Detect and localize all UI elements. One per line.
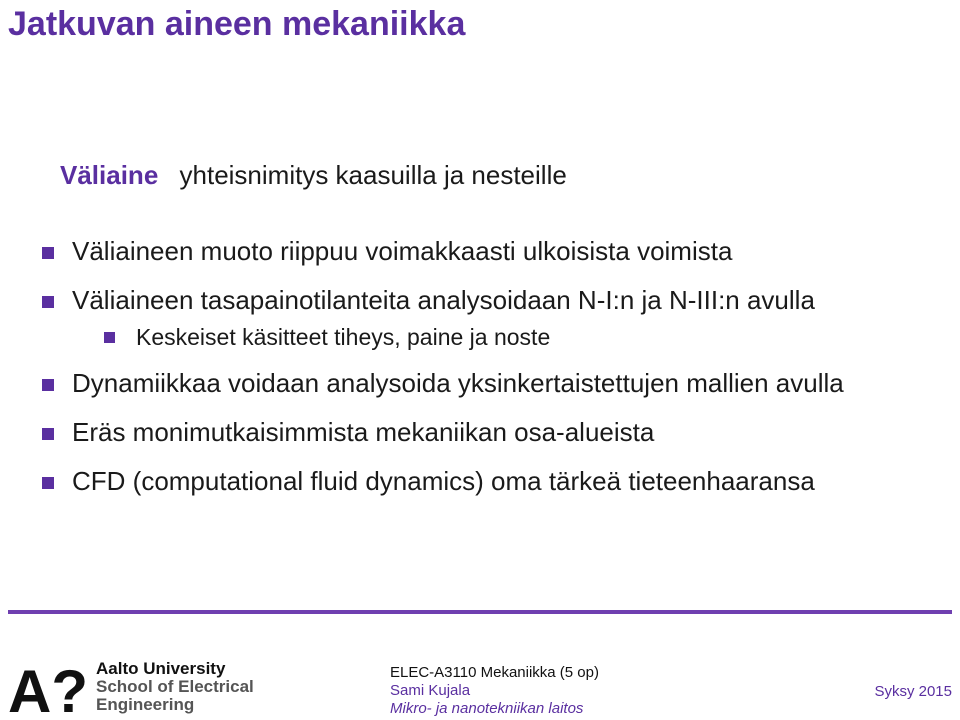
course-info — [390, 664, 599, 718]
bullet-square-icon — [42, 247, 54, 259]
course-title: ELEC-A3110 Mekaniikka (5 op) — [390, 664, 599, 681]
university-name — [96, 660, 254, 714]
sub-bullet-text: Keskeiset käsitteet tiheys, paine ja noste — [136, 324, 551, 350]
term-definition — [60, 160, 567, 191]
aalto-logo-mark: A? — [8, 662, 88, 714]
bullet-text: Eräs monimutkaisimmista mekaniikan osa-alueista — [72, 417, 655, 447]
bullet-item — [40, 284, 955, 317]
university-line3: Engineering — [96, 695, 195, 714]
author-name: Sami Kujala — [390, 682, 471, 699]
bullet-square-icon — [42, 296, 54, 308]
university-line2: School of Electrical — [96, 677, 254, 696]
slide-title: Jatkuvan aineen mekaniikka — [8, 5, 466, 43]
bullet-square-icon — [104, 332, 115, 343]
department-name: Mikro- ja nanotekniikan laitos — [390, 700, 584, 717]
bullet-square-icon — [42, 477, 54, 489]
aalto-logo — [8, 662, 88, 714]
bullet-text: Väliaineen muoto riippuu voimakkaasti ulkoisista voimista — [72, 236, 733, 266]
bullet-item — [40, 235, 955, 268]
term-definition-text: yhteisnimitys kaasuilla ja nesteille — [179, 160, 567, 190]
bullet-list — [40, 235, 955, 514]
sub-bullet-item — [104, 322, 955, 352]
bullet-item — [40, 367, 955, 400]
bullet-item — [40, 416, 955, 449]
bullet-item — [40, 465, 955, 498]
bullet-text: CFD (computational fluid dynamics) oma tärkeä tieteenhaaransa — [72, 466, 815, 496]
footer-divider — [8, 610, 952, 614]
bullet-square-icon — [42, 379, 54, 391]
term-label: Syksy 2015 — [874, 683, 952, 700]
university-line1: Aalto University — [96, 659, 226, 678]
bullet-text: Dynamiikkaa voidaan analysoida yksinkertaistettujen mallien avulla — [72, 368, 844, 398]
bullet-text: Väliaineen tasapainotilanteita analysoidaan N-I:n ja N-III:n avulla — [72, 285, 815, 315]
bullet-square-icon — [42, 428, 54, 440]
term-word: Väliaine — [60, 160, 159, 190]
